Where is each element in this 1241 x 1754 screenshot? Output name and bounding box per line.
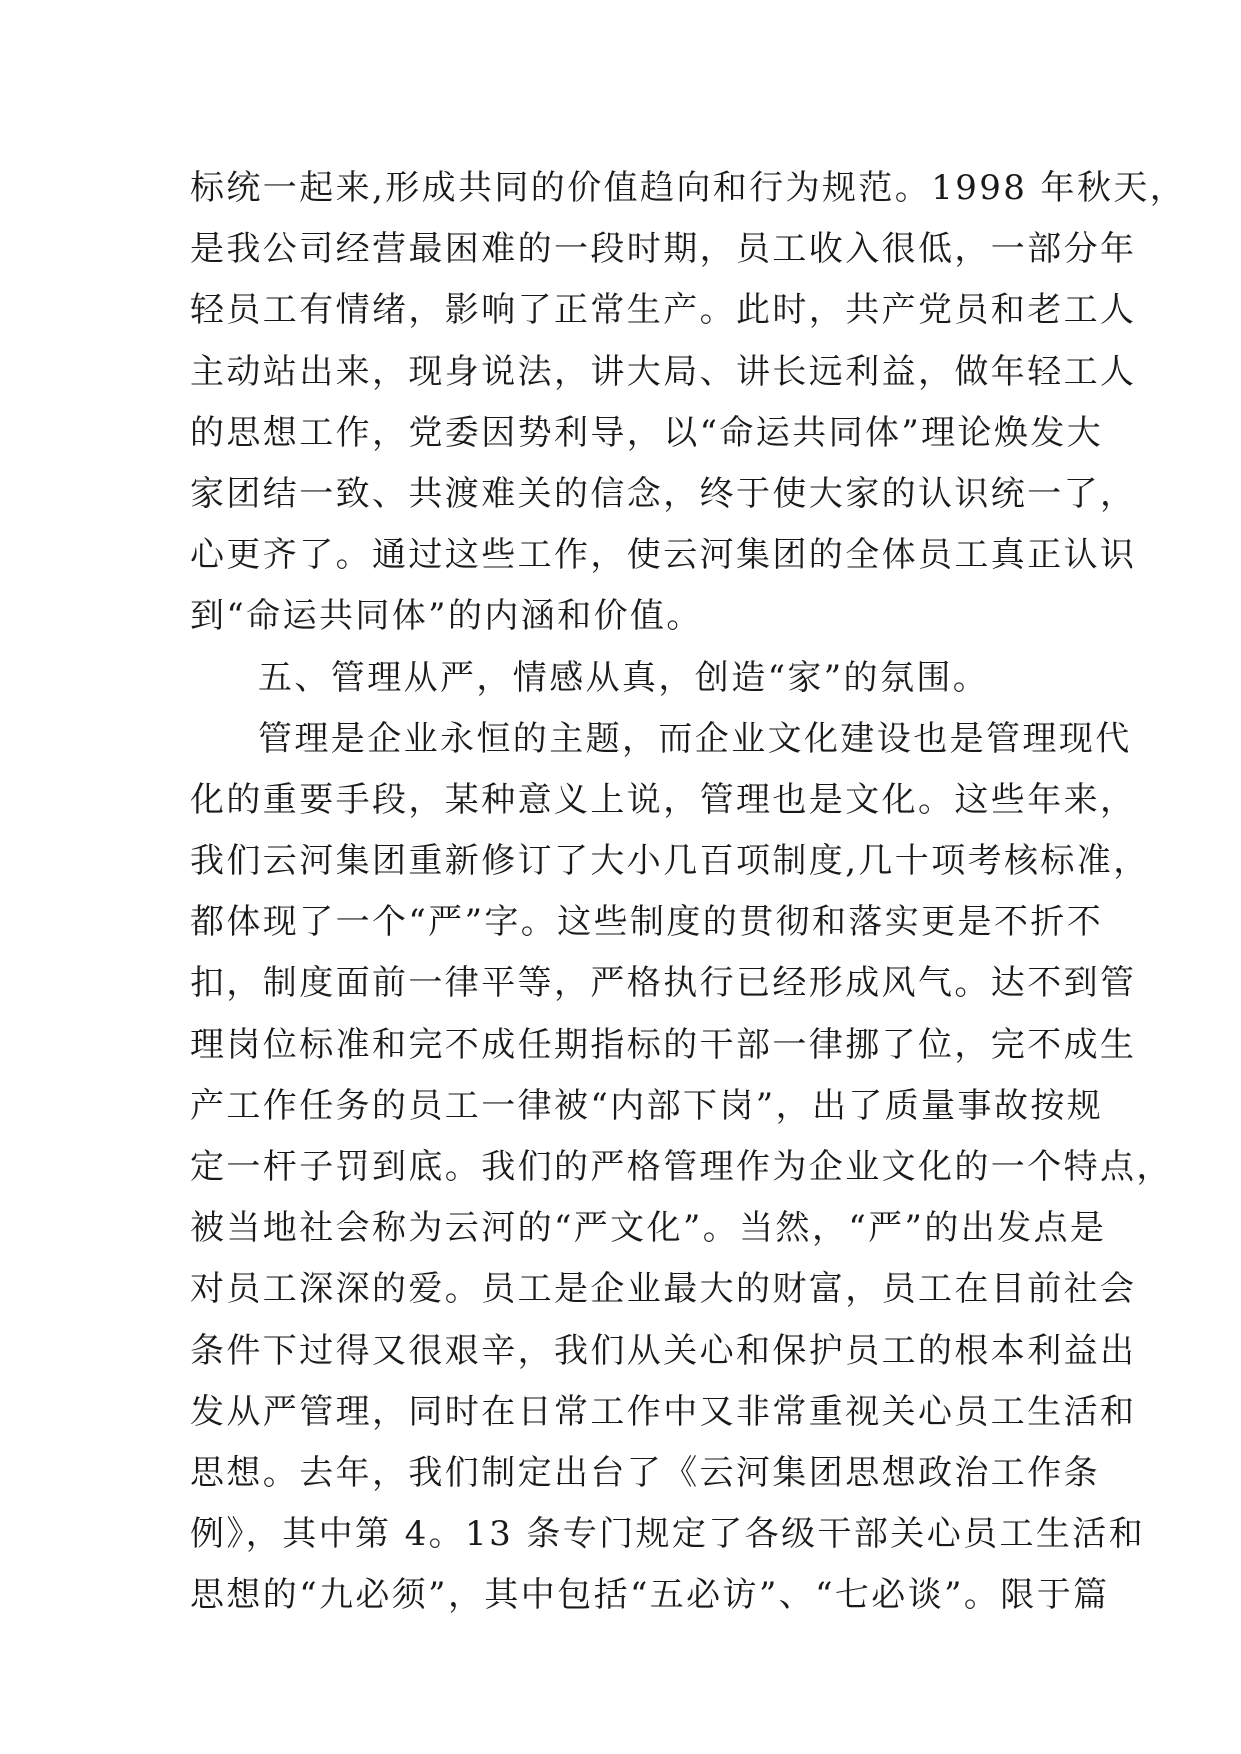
text-line: 例》，其中第 4。13 条专门规定了各级干部关心员工生活和 bbox=[190, 1514, 1146, 1555]
text-line: 是我公司经营最困难的一段时期，员工收入很低，一部分年 bbox=[190, 229, 1137, 270]
paragraph-first-line: 管理是企业永恒的主题，而企业文化建设也是管理现代 bbox=[258, 718, 1132, 759]
text-line: 都体现了一个“严”字。这些制度的贯彻和落实更是不折不 bbox=[190, 902, 1104, 943]
text-line: 扣，制度面前一律平等，严格执行已经形成风气。达不到管 bbox=[190, 963, 1137, 1004]
text-line: 化的重要手段，某种意义上说，管理也是文化。这些年来， bbox=[190, 779, 1137, 820]
text-line: 到“命运共同体”的内涵和价值。 bbox=[190, 596, 703, 637]
text-line: 思想。去年，我们制定出台了《云河集团思想政治工作条 bbox=[190, 1452, 1100, 1493]
text-line: 定一杆子罚到底。我们的严格管理作为企业文化的一个特点， bbox=[190, 1147, 1173, 1187]
text-line: 家团结一致、共渡难关的信念，终于使大家的认识统一了， bbox=[190, 473, 1137, 514]
body-text bbox=[190, 158, 1187, 1627]
text-line: 发从严管理，同时在日常工作中又非常重视关心员工生活和 bbox=[190, 1391, 1137, 1432]
text-line: 轻员工有情绪，影响了正常生产。此时，共产党员和老工人 bbox=[190, 290, 1137, 331]
text-line: 标统一起来,形成共同的价值趋向和行为规范。1998 年秋天， bbox=[190, 168, 1187, 208]
text-line: 的思想工作，党委因势利导，以“命运共同体”理论焕发大 bbox=[190, 412, 1104, 453]
text-line: 被当地社会称为云河的“严文化”。当然，“严”的出发点是 bbox=[190, 1208, 1107, 1249]
text-line: 心更齐了。通过这些工作，使云河集团的全体员工真正认识 bbox=[190, 535, 1137, 576]
text-line: 对员工深深的爱。员工是企业最大的财富，员工在目前社会 bbox=[190, 1269, 1137, 1310]
text-line: 思想的“九必须”，其中包括“五必访”、“七必谈”。限于篇 bbox=[190, 1575, 1110, 1616]
text-line: 我们云河集团重新修订了大小几百项制度,几十项考核标准， bbox=[190, 841, 1150, 882]
section-heading: 五、管理从严，情感从真，创造“家”的氛围。 bbox=[258, 657, 990, 698]
text-line: 主动站出来，现身说法，讲大局、讲长远利益，做年轻工人 bbox=[190, 351, 1137, 392]
text-line: 产工作任务的员工一律被“内部下岗”，出了质量事故按规 bbox=[190, 1085, 1104, 1126]
text-line: 条件下过得又很艰辛，我们从关心和保护员工的根本利益出 bbox=[190, 1330, 1137, 1371]
text-line: 理岗位标准和完不成任期指标的干部一律挪了位，完不成生 bbox=[190, 1024, 1137, 1065]
